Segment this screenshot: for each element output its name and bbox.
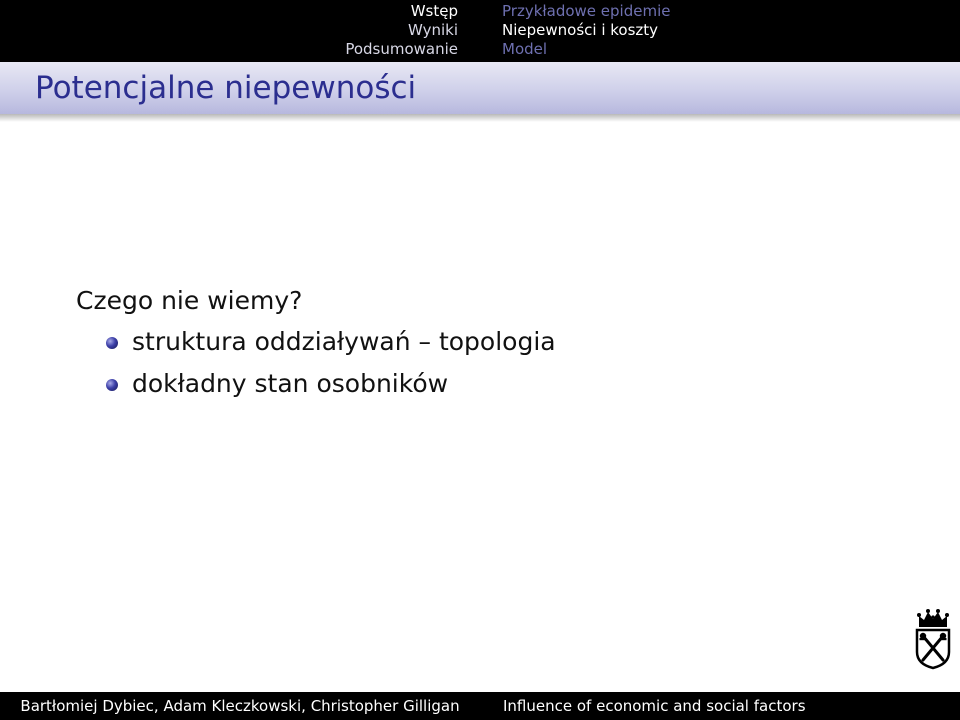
- slide-content: [76, 286, 556, 405]
- nav-subsection-przykladowe-epidemie[interactable]: Przykładowe epidemie: [502, 2, 671, 20]
- bullet-ball-icon: [106, 337, 118, 349]
- nav-section-podsumowanie[interactable]: Podsumowanie: [345, 40, 458, 58]
- top-navigation-bar: [0, 0, 960, 62]
- bullet-item-state: [76, 363, 556, 405]
- bullet-list: [76, 321, 556, 405]
- bullet-ball-icon: [106, 379, 118, 391]
- bullet-text: struktura oddziaływań – topologia: [132, 327, 556, 356]
- title-bar-shadow: [0, 114, 960, 122]
- bullet-text: dokładny stan osobników: [132, 369, 449, 398]
- frame-title: Potencjalne niepewności: [35, 70, 417, 106]
- nav-section-wyniki[interactable]: Wyniki: [408, 21, 458, 39]
- nav-section-wstep[interactable]: Wstęp: [410, 2, 458, 20]
- nav-subsection-model[interactable]: Model: [502, 40, 548, 58]
- subsection-navigation: [502, 2, 670, 59]
- footer-talk-title: [480, 692, 960, 720]
- footer-bar: [0, 692, 960, 720]
- lead-text: Czego nie wiemy?: [76, 286, 303, 315]
- university-crest-icon: [914, 608, 952, 670]
- footer-talk-title-text: Influence of economic and social factors: [503, 697, 806, 715]
- bullet-item-topology: [76, 321, 556, 363]
- section-navigation: [345, 2, 458, 59]
- footer-authors: Bartłomiej Dybiec, Adam Kleczkowski, Christopher Gilligan: [20, 697, 460, 715]
- nav-subsection-niepewnosci-i-koszty[interactable]: Niepewności i koszty: [502, 21, 659, 39]
